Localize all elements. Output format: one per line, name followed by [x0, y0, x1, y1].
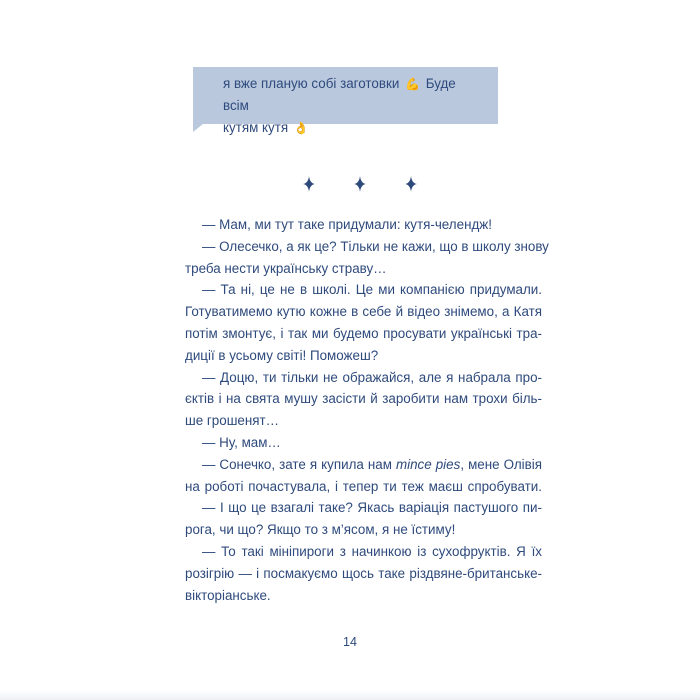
text-line: — Та ні, це не в школі. Це ми компанією придумали. [202, 282, 542, 298]
chat-bubble-tail [193, 124, 203, 132]
text-fragment: , мене Олівія [460, 456, 542, 472]
star-divider-icon [303, 176, 315, 192]
flexed-biceps-emoji-icon: 💪 [405, 77, 420, 91]
chat-bubble-text-2: кутям кутя [223, 120, 289, 135]
text-line: на роботі почастувала, і тепер ти теж маєш спробувати. [185, 478, 542, 494]
text-line: — І що це взагалі таке? Якась варіація пастушого пи- [202, 500, 542, 516]
text-line: Готуватимемо кутю кожне в себе й відео знімемо, а Катя [185, 304, 542, 320]
text-line: диції в усьому світі! Поможеш? [185, 347, 379, 363]
page-number: 14 [343, 635, 357, 649]
section-divider [0, 176, 700, 192]
star-divider-icon [354, 176, 366, 192]
body-text [185, 214, 549, 606]
text-line: — То такі мініпироги з начинкою із сухофруктів. Я їх [202, 543, 542, 559]
text-line: — Ну, мам… [202, 434, 281, 450]
chat-bubble [193, 67, 498, 135]
page-bottom-edge [0, 690, 700, 700]
italic-phrase: mince pies [395, 456, 461, 472]
ok-hand-emoji-icon: 👌 [293, 121, 309, 135]
chat-bubble-text-1: я вже планую собі заготовки [223, 76, 400, 91]
chat-bubble-line-1 [223, 73, 484, 117]
text-line: потім змонтує, і так ми будемо просувати українські тра- [185, 325, 542, 341]
star-divider-icon [405, 176, 417, 192]
text-line: вікторіанське. [185, 587, 271, 603]
text-line: розігрію — і посмакуємо щось таке різдвяне-британське- [185, 565, 542, 581]
text-line: рога, чи що? Якщо то з м’ясом, я не їстиму! [185, 522, 456, 538]
text-line: — Олесечко, а як це? Тільки не кажи, що в школу знову [202, 238, 549, 254]
text-line: ше грошенят… [185, 413, 280, 429]
chat-bubble-text-1-tail: Буде всім [223, 76, 456, 113]
text-line: треба нести українську страву… [185, 260, 387, 276]
text-fragment: — Сонечко, зате я купила нам [202, 456, 396, 472]
text-line [185, 454, 542, 476]
text-line: єктів і на свята мушу засісти й заробити нам трохи біль- [185, 391, 542, 407]
chat-bubble-line-2 [223, 117, 484, 139]
text-line: — Мам, ми тут таке придумали: кутя-челендж! [202, 217, 492, 232]
text-line: — Доцю, ти тільки не ображайся, але я набрала про- [202, 369, 542, 385]
